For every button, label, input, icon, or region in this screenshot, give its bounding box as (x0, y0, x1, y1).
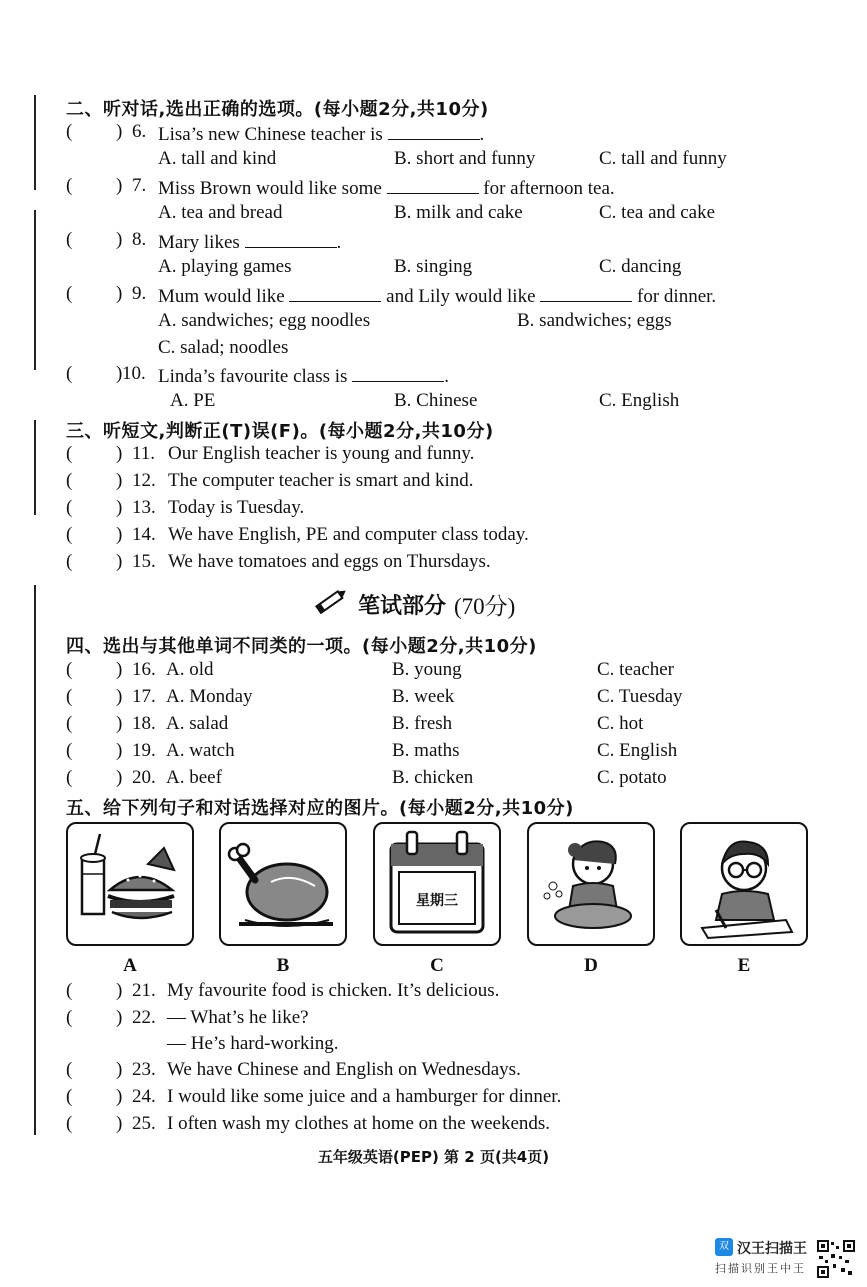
boy-studying-icon (682, 824, 806, 944)
page-footer: 五年级英语(PEP) 第 2 页(共4页) (317, 1148, 550, 1166)
answer-paren-open: ( (66, 740, 73, 761)
question-13 (66, 497, 846, 523)
answer-paren-close: ) (116, 1113, 123, 1134)
option-b: B. singing (394, 256, 473, 277)
option-b: B. chicken (392, 767, 474, 788)
answer-paren-open: ( (66, 980, 73, 1001)
question-22 (66, 1007, 846, 1033)
picture-a-label: A (123, 955, 137, 976)
answer-paren-close: ) (116, 551, 123, 572)
option-c: C. dancing (599, 256, 682, 277)
section-2-title: 二、听对话,选出正确的选项。(每小题2分,共10分) (66, 99, 489, 120)
option-c: C. tall and funny (599, 148, 727, 169)
question-number: 21. (132, 980, 156, 1001)
question-number: 10. (122, 363, 146, 384)
option-b: B. short and funny (394, 148, 536, 169)
answer-paren-close: ) (116, 980, 123, 1001)
question-stem: My favourite food is chicken. It’s delicious. (167, 980, 500, 1001)
question-stem: We have English, PE and computer class today. (168, 524, 529, 545)
question-stem: Lisa’s new Chinese teacher is . (158, 121, 484, 146)
option-a: A. watch (166, 740, 235, 761)
section-5-title: 五、给下列句子和对话选择对应的图片。(每小题2分,共10分) (66, 798, 574, 819)
question-20 (66, 767, 846, 793)
picture-a (66, 822, 194, 946)
answer-paren-close: ) (116, 1086, 123, 1107)
picture-b-label: B (276, 955, 290, 976)
question-number: 14. (132, 524, 156, 545)
options-6 (0, 148, 867, 174)
picture-e-label: E (737, 955, 751, 976)
option-c: C. potato (597, 767, 667, 788)
answer-paren-close: ) (116, 229, 123, 250)
answer-paren-open: ( (66, 229, 73, 250)
answer-paren-close: ) (116, 283, 123, 304)
answer-paren-close: ) (116, 1007, 123, 1028)
answer-paren-open: ( (66, 497, 73, 518)
answer-paren-open: ( (66, 363, 73, 384)
option-b: B. maths (392, 740, 460, 761)
question-17 (66, 686, 846, 712)
question-stem: Our English teacher is young and funny. (168, 443, 475, 464)
answer-paren-close: ) (116, 470, 123, 491)
question-stem: Today is Tuesday. (168, 497, 305, 518)
answer-blank (245, 229, 337, 248)
scanner-logo-icon: 双 (715, 1238, 733, 1256)
question-number: 6. (132, 121, 147, 142)
question-18 (66, 713, 846, 739)
picture-b (219, 822, 347, 946)
answer-paren-close: ) (116, 524, 123, 545)
option-a: A. old (166, 659, 214, 680)
options-9-c (0, 337, 867, 363)
calendar-icon (375, 824, 499, 944)
scanner-watermark (715, 1238, 855, 1280)
question-number: 22. (132, 1007, 156, 1028)
question-24 (66, 1086, 846, 1112)
question-stem: We have tomatoes and eggs on Thursdays. (168, 551, 491, 572)
question-number: 11. (132, 443, 156, 464)
option-c: C. tea and cake (599, 202, 716, 223)
answer-paren-close: ) (116, 713, 123, 734)
question-number: 16. (132, 659, 156, 680)
option-b: B. fresh (392, 713, 453, 734)
qr-code-icon (817, 1240, 855, 1278)
question-number: 13. (132, 497, 156, 518)
question-stem: Mum would like and Lily would like for dinner. (158, 283, 716, 308)
answer-paren-close: ) (116, 659, 123, 680)
option-a: A. PE (170, 390, 216, 411)
answer-paren-open: ( (66, 443, 73, 464)
written-part-header (312, 586, 515, 622)
option-a: A. salad (166, 713, 229, 734)
answer-paren-open: ( (66, 1086, 73, 1107)
answer-blank (540, 283, 632, 302)
written-part-title: 笔试部分 (358, 593, 447, 619)
answer-paren-open: ( (66, 551, 73, 572)
option-a: A. sandwiches; egg noodles (158, 310, 371, 331)
girl-washing-icon (529, 824, 653, 944)
answer-paren-close: ) (116, 363, 123, 384)
question-number: 18. (132, 713, 156, 734)
answer-paren-open: ( (66, 121, 73, 142)
question-number: 20. (132, 767, 156, 788)
question-8 (66, 229, 846, 255)
option-a: A. tea and bread (158, 202, 283, 223)
question-number: 17. (132, 686, 156, 707)
binding-line (34, 585, 36, 1135)
question-6 (66, 121, 846, 147)
picture-c-label: C (430, 955, 444, 976)
binding-line (34, 95, 36, 190)
question-23 (66, 1059, 846, 1085)
option-b: B. week (392, 686, 455, 707)
picture-d (527, 822, 655, 946)
question-stem: Mary likes . (158, 229, 341, 254)
answer-blank (387, 175, 479, 194)
answer-paren-open: ( (66, 524, 73, 545)
option-b: B. young (392, 659, 462, 680)
picture-c (373, 822, 501, 946)
option-a: A. Monday (166, 686, 253, 707)
question-number: 12. (132, 470, 156, 491)
answer-paren-close: ) (116, 1059, 123, 1080)
question-number: 7. (132, 175, 147, 196)
question-14 (66, 524, 846, 550)
question-stem: We have Chinese and English on Wednesdays. (167, 1059, 521, 1080)
question-stem: Linda’s favourite class is . (158, 363, 449, 388)
picture-d-label: D (584, 955, 598, 976)
option-b: B. Chinese (394, 390, 478, 411)
answer-paren-close: ) (116, 686, 123, 707)
question-9 (66, 283, 846, 309)
options-8 (0, 256, 867, 282)
question-7 (66, 175, 846, 201)
options-9 (0, 310, 867, 336)
question-stem: — What’s he like? (167, 1007, 309, 1028)
question-stem: Miss Brown would like some for afternoon tea. (158, 175, 615, 200)
option-b: B. milk and cake (394, 202, 523, 223)
answer-blank (352, 363, 444, 382)
answer-paren-open: ( (66, 1113, 73, 1134)
question-22-response (66, 1033, 846, 1059)
question-16 (66, 659, 846, 685)
question-stem: I would like some juice and a hamburger for dinner. (167, 1086, 562, 1107)
question-number: 24. (132, 1086, 156, 1107)
question-number: 8. (132, 229, 147, 250)
binding-line (34, 420, 36, 515)
question-12 (66, 470, 846, 496)
question-number: 15. (132, 551, 156, 572)
question-11 (66, 443, 846, 469)
answer-paren-open: ( (66, 283, 73, 304)
answer-paren-open: ( (66, 686, 73, 707)
answer-paren-open: ( (66, 767, 73, 788)
watermark-title: 汉王扫描王 (737, 1241, 807, 1257)
burger-drink-icon (68, 824, 192, 944)
option-c: C. salad; noodles (158, 337, 289, 358)
question-15 (66, 551, 846, 577)
option-c: C. hot (597, 713, 644, 734)
options-7 (0, 202, 867, 228)
answer-paren-open: ( (66, 470, 73, 491)
option-c: C. English (599, 390, 680, 411)
question-stem: — He’s hard-working. (167, 1033, 339, 1054)
answer-paren-close: ) (116, 740, 123, 761)
answer-paren-close: ) (116, 175, 123, 196)
question-number: 19. (132, 740, 156, 761)
answer-paren-close: ) (116, 121, 123, 142)
option-b: B. sandwiches; eggs (517, 310, 672, 331)
question-stem: I often wash my clothes at home on the weekends. (167, 1113, 551, 1134)
option-a: A. beef (166, 767, 222, 788)
option-c: C. English (597, 740, 678, 761)
question-number: 25. (132, 1113, 156, 1134)
answer-paren-open: ( (66, 713, 73, 734)
answer-paren-close: ) (116, 443, 123, 464)
answer-paren-open: ( (66, 1007, 73, 1028)
question-10 (66, 363, 846, 389)
section-3-title: 三、听短文,判断正(T)误(F)。(每小题2分,共10分) (66, 421, 494, 442)
pencil-icon (312, 588, 350, 620)
section-4-title: 四、选出与其他单词不同类的一项。(每小题2分,共10分) (66, 636, 537, 657)
answer-paren-close: ) (116, 767, 123, 788)
question-19 (66, 740, 846, 766)
written-part-score: (70分) (454, 593, 516, 619)
question-stem: The computer teacher is smart and kind. (168, 470, 474, 491)
option-c: C. teacher (597, 659, 675, 680)
picture-e (680, 822, 808, 946)
answer-blank (289, 283, 381, 302)
question-21 (66, 980, 846, 1006)
option-c: C. Tuesday (597, 686, 683, 707)
watermark-subtitle: 扫描识别王中王 (715, 1262, 806, 1275)
calendar-weekday-label: 星期三 (416, 893, 458, 909)
question-number: 9. (132, 283, 147, 304)
answer-blank (388, 121, 480, 140)
answer-paren-open: ( (66, 659, 73, 680)
answer-paren-close: ) (116, 497, 123, 518)
roast-chicken-icon (221, 824, 345, 944)
answer-paren-open: ( (66, 175, 73, 196)
question-number: 23. (132, 1059, 156, 1080)
question-25 (66, 1113, 846, 1139)
option-a: A. tall and kind (158, 148, 277, 169)
answer-paren-open: ( (66, 1059, 73, 1080)
options-10 (0, 390, 867, 416)
option-a: A. playing games (158, 256, 292, 277)
